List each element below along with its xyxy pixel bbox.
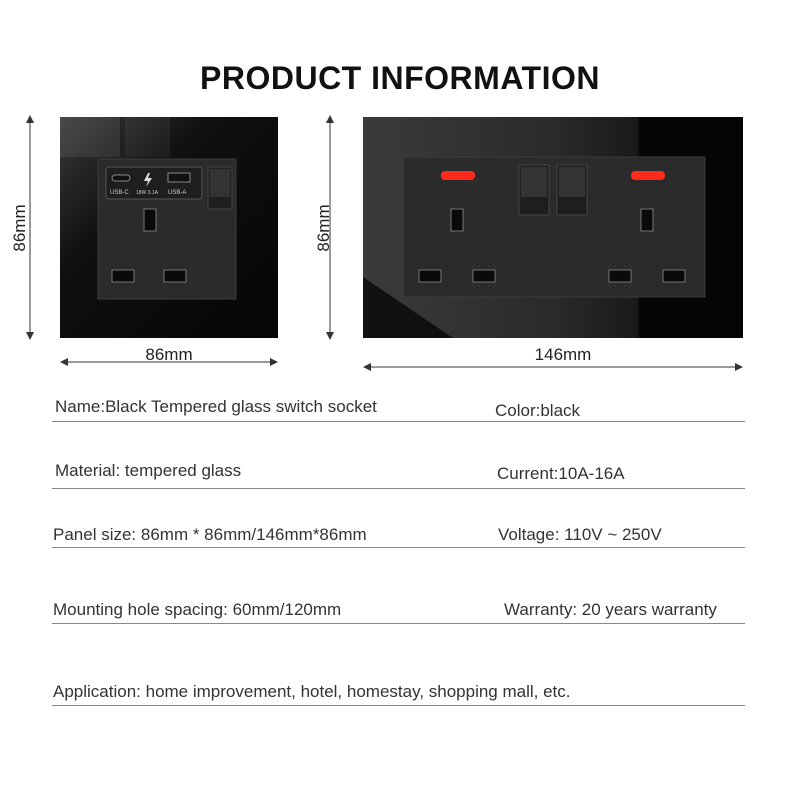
spec-color: Color:black	[495, 401, 581, 420]
divider	[52, 488, 745, 489]
spec-name: Name:Black Tempered glass switch socket	[55, 397, 377, 416]
page-title: PRODUCT INFORMATION	[200, 60, 600, 96]
left-height-label: 86mm	[10, 204, 29, 252]
spec-voltage: Voltage: 110V ~ 250V	[498, 525, 662, 544]
spec-application: Application: home improvement, hotel, homestay, shopping mall, etc.	[53, 682, 571, 701]
right-height-label: 86mm	[314, 204, 333, 252]
divider	[52, 547, 745, 548]
double-socket-panel	[363, 117, 743, 338]
spec-panel-size: Panel size: 86mm * 86mm/146mm*86mm	[53, 525, 367, 544]
divider	[52, 421, 745, 422]
single-socket-image	[60, 117, 278, 338]
spec-current: Current:10A-16A	[497, 464, 625, 483]
usb-a-label: USB-A	[168, 190, 187, 196]
left-width-label: 86mm	[145, 345, 193, 364]
usb-c-label: USB-C	[110, 190, 129, 196]
spec-warranty: Warranty: 20 years warranty	[504, 600, 717, 619]
spec-mounting: Mounting hole spacing: 60mm/120mm	[53, 600, 342, 619]
divider	[52, 705, 745, 706]
spec-material: Material: tempered glass	[55, 461, 242, 480]
usb-rating-label: 18W 3.1A	[136, 190, 158, 196]
double-socket-image	[363, 117, 743, 338]
single-socket-panel	[60, 117, 278, 338]
right-width-label: 146mm	[534, 345, 592, 364]
divider	[52, 623, 745, 624]
